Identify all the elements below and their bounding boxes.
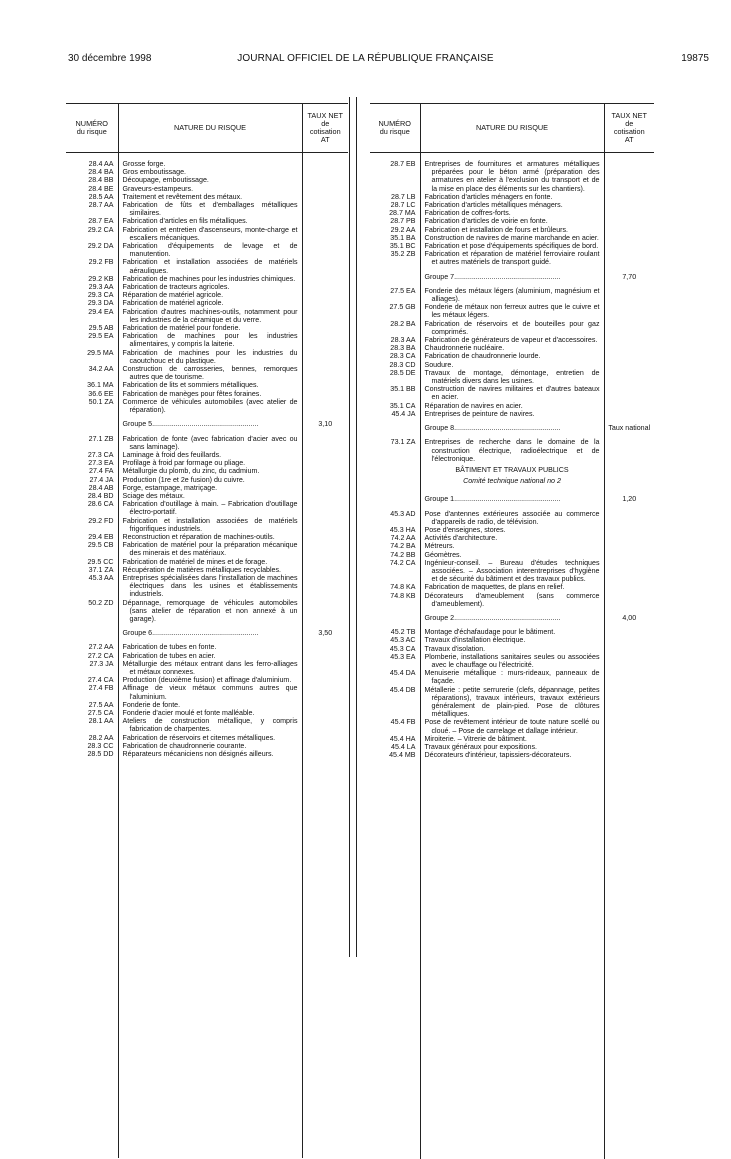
table-row <box>370 559 654 584</box>
risk-description: Réparateurs mécaniciens non désignés ailleurs. <box>122 750 274 759</box>
risk-description: Fabrication de matériel pour la préparation mécanique des minerais et des matériaux. <box>122 541 298 558</box>
risk-code: 29.3 CA <box>87 291 114 300</box>
table-row <box>370 193 654 201</box>
risk-description: Fabrication de fonte (avec fabrication d'acier avec ou sans laminage). <box>122 434 298 451</box>
table-row <box>370 226 654 234</box>
risk-description: Travaux de montage, démontage, entretien de matériels divers dans les usines. <box>424 368 600 386</box>
risk-description: Graveurs-estampeurs. <box>122 184 194 193</box>
risk-code: 28.7 MA <box>389 209 416 218</box>
risk-code: 45.3 HA <box>389 525 416 534</box>
risk-description: Fabrication de matériel de mines et de forage. <box>122 557 268 566</box>
risk-code: 27.4 FB <box>88 684 114 693</box>
table-row <box>66 226 348 242</box>
risk-description: Forge, estampage, matriçage. <box>122 483 218 492</box>
risk-table-left <box>66 103 348 1158</box>
table-row <box>370 510 654 526</box>
risk-code: 50.2 ZD <box>88 598 114 607</box>
risk-code: 29.2 DA <box>87 242 114 251</box>
risk-description: Production (deuxième fusion) et affinage d'aluminium. <box>122 676 292 685</box>
risk-description: Fonderie d'acier moulé et fonte malléable. <box>122 709 255 717</box>
table-row <box>370 320 654 336</box>
risk-description: Fabrication et réparation de matériel ferroviaire roulant et autres matériels de transport guidé. <box>424 250 600 267</box>
col-header-nature: NATURE DU RISQUE <box>420 104 604 153</box>
table-row <box>370 592 654 608</box>
table-row <box>66 717 348 733</box>
group-label: Groupe 5 <box>122 420 153 429</box>
risk-code: 27.2 CA <box>87 651 114 660</box>
table-row <box>66 332 348 348</box>
table-row <box>370 369 654 385</box>
table-row <box>370 542 654 550</box>
table-row <box>66 258 348 274</box>
risk-code: 35.1 BA <box>390 233 416 242</box>
risk-description: Métallurgie du plomb, du zinc, du cadmium. <box>122 467 260 476</box>
risk-description: Fabrication de tubes en acier. <box>122 651 216 660</box>
table-row <box>66 533 348 541</box>
risk-description: Fabrication d'articles métalliques ménagers. <box>424 201 563 210</box>
risk-description: Fabrication et pose d'équipements spécifiques de bord. <box>424 242 599 251</box>
risk-code: 27.4 FA <box>89 467 114 476</box>
risk-description: Travaux d'installation électrique. <box>424 636 526 645</box>
risk-description: Fabrication de machines pour les industries alimentaires, y compris la laiterie. <box>122 332 298 349</box>
table-row <box>370 201 654 209</box>
table-row <box>66 750 348 758</box>
risk-code: 28.3 AA <box>390 336 416 345</box>
table-row <box>370 217 654 225</box>
table-row <box>370 410 654 418</box>
group-label: Groupe 1 <box>424 495 455 504</box>
risk-code: 28.5 AA <box>88 192 114 201</box>
group-row: Groupe 1...................................................... 1,20 <box>370 489 654 509</box>
risk-description: Sciage des métaux. <box>122 491 185 500</box>
table-row <box>66 517 348 533</box>
page-number: 19875 <box>681 53 709 64</box>
table-row <box>370 385 654 401</box>
risk-code: 45.4 DA <box>389 669 416 678</box>
risk-code: 28.4 AA <box>88 160 114 168</box>
risk-code: 29.5 CC <box>87 557 114 566</box>
col-header-code: NUMÉRO du risque <box>370 104 420 153</box>
risk-code: 45.3 AD <box>390 509 416 518</box>
risk-description: Fabrication de machines pour les industries du caoutchouc et du plastique. <box>122 348 298 365</box>
risk-description: Fabrication de chaudronnerie courante. <box>122 741 247 750</box>
risk-code: 28.7 PB <box>390 217 416 226</box>
risk-code: 50.1 ZA <box>88 397 114 406</box>
risk-code: 45.3 EA <box>390 652 416 661</box>
table-row <box>370 583 654 591</box>
risk-description: Fabrication de tracteurs agricoles. <box>122 283 230 292</box>
group-label: Groupe 7 <box>424 272 455 281</box>
col-header-nature: NATURE DU RISQUE <box>118 104 302 153</box>
table-row <box>370 250 654 266</box>
group-label: Groupe 2 <box>424 613 455 622</box>
risk-description: Entreprises de peinture de navires. <box>424 409 535 418</box>
table-row <box>370 242 654 250</box>
risk-code: 28.7 LC <box>390 201 416 210</box>
table-row <box>370 402 654 410</box>
risk-description: Fabrication de coffres-forts. <box>424 209 511 218</box>
risk-code: 27.3 JA <box>89 659 114 668</box>
risk-code: 29.5 EA <box>88 332 114 341</box>
risk-code: 29.3 DA <box>87 299 114 308</box>
risk-code: 35.1 BB <box>390 385 416 394</box>
risk-code: 29.5 MA <box>87 348 114 357</box>
risk-code: 28.7 AA <box>88 201 114 210</box>
risk-code: 28.4 BA <box>88 168 114 177</box>
risk-code: 27.4 JA <box>89 475 114 484</box>
risk-description: Fabrication et entretien d'ascenseurs, monte-charge et escaliers mécaniques. <box>122 225 298 242</box>
table-row <box>66 176 348 184</box>
table-row <box>66 701 348 709</box>
table-row <box>370 361 654 369</box>
table-row <box>66 390 348 398</box>
table-row <box>66 365 348 381</box>
risk-description: Menuiserie métallique : murs-rideaux, panneaux de façade. <box>424 669 600 686</box>
risk-description: Soudure. <box>424 360 454 369</box>
table-row <box>66 566 348 574</box>
risk-description: Découpage, emboutissage. <box>122 176 209 185</box>
risk-description: Fabrication et installation de fours et brûleurs. <box>424 225 569 234</box>
risk-description: Plomberie, installations sanitaires seules ou associées avec le chauffage ou l'électricité. <box>424 652 600 669</box>
risk-code: 45.3 CA <box>389 644 416 653</box>
col-header-rate: TAUX NET de cotisation AT <box>604 104 654 153</box>
risk-code: 28.3 CA <box>389 352 416 361</box>
group-row: Groupe 7...................................................... 7,70 <box>370 267 654 287</box>
risk-code: 74.2 BA <box>390 542 416 551</box>
table-row <box>66 484 348 492</box>
table-row <box>66 676 348 684</box>
table-row <box>66 185 348 193</box>
table-row <box>370 669 654 685</box>
risk-description: Métallerie : petite serrurerie (clefs, dépannage, petites réparations), travaux intérieurs, travaux extérieurs généralement de plain-pied. Pose de clôtures métalliques. <box>424 685 600 719</box>
table-row <box>370 303 654 319</box>
table-row <box>66 558 348 566</box>
table-row <box>66 599 348 624</box>
table-row <box>66 660 348 676</box>
risk-description: Chaudronnerie nucléaire. <box>424 344 505 353</box>
risk-description: Ingénieur-conseil. – Bureau d'études techniques associées. – Association interentreprises d'hygiène et de sécurité du bâtiment et des travaux publics. <box>424 558 600 584</box>
risk-code: 35.2 ZB <box>390 250 416 259</box>
risk-code: 29.3 AA <box>88 283 114 292</box>
risk-description: Pose d'antennes extérieures associée au commerce d'appareils de radio, de télévision. <box>424 509 600 526</box>
table-row <box>66 709 348 717</box>
risk-description: Production (1re et 2e fusion) du cuivre. <box>122 475 245 484</box>
table-row <box>370 718 654 734</box>
risk-description: Ateliers de construction métallique, y compris fabrication de charpentes. <box>122 717 298 734</box>
group-rate: 3,10 <box>318 420 333 429</box>
table-row <box>66 283 348 291</box>
risk-description: Fabrication de générateurs de vapeur et d'accessoires. <box>424 336 598 345</box>
risk-description: Commerce de véhicules automobiles (avec atelier de réparation). <box>122 397 298 415</box>
table-row <box>66 201 348 217</box>
risk-description: Montage d'échafaudage pour le bâtiment. <box>424 628 556 637</box>
risk-description: Fabrication et installation associées de matériels aérauliques. <box>122 258 298 275</box>
risk-description: Entreprises spécialisées dans l'installation de machines électriques dans les usines et établissements industriels. <box>122 573 298 599</box>
group-rate: 7,70 <box>622 272 637 281</box>
group-rate: 1,20 <box>622 495 637 504</box>
table-row <box>370 645 654 653</box>
table-row <box>66 451 348 459</box>
risk-code: 28.7 EA <box>88 217 114 226</box>
risk-description: Pose d'enseignes, stores. <box>424 525 506 534</box>
table-row <box>66 217 348 225</box>
risk-description: Fonderie des métaux légers (aluminium, magnésium et alliages). <box>424 286 600 304</box>
risk-code: 29.4 EA <box>88 307 114 316</box>
risk-code: 29.2 CA <box>87 225 114 234</box>
risk-code: 29.2 AA <box>390 225 416 234</box>
risk-code: 28.5 DD <box>87 750 114 759</box>
table-row <box>66 275 348 283</box>
risk-description: Fabrication de matériel pour fonderie. <box>122 324 241 333</box>
risk-description: Fabrication d'articles de voirie en fonte. <box>424 217 548 226</box>
table-row <box>370 287 654 303</box>
header-date: 30 décembre 1998 <box>68 53 152 64</box>
risk-description: Pose de revêtement intérieur de toute nature scellé ou cloué. – Pose de carrelage et dallage intérieur. <box>424 718 600 735</box>
group-label: Groupe 8 <box>424 424 455 433</box>
risk-code: 28.3 CD <box>389 360 416 369</box>
risk-description: Fabrication et installation associées de matériels frigorifiques industriels. <box>122 516 298 533</box>
table-row <box>66 500 348 516</box>
group-label: Groupe 6 <box>122 629 153 638</box>
table-row <box>66 742 348 750</box>
risk-code: 45.4 LA <box>391 743 416 751</box>
table-row <box>370 735 654 743</box>
risk-code: 27.2 AA <box>88 643 114 652</box>
table-row <box>370 686 654 719</box>
col-header-rate: TAUX NET de cotisation AT <box>302 104 348 153</box>
risk-code: 45.4 FB <box>390 718 416 727</box>
table-row <box>66 242 348 258</box>
table-row <box>66 381 348 389</box>
table-row <box>370 526 654 534</box>
risk-code: 45.4 HA <box>389 734 416 743</box>
risk-code: 28.2 BA <box>390 319 416 328</box>
risk-description: Fonderie de métaux non ferreux autres que le cuivre et les métaux légers. <box>424 303 600 320</box>
table-row <box>66 398 348 414</box>
risk-code: 29.4 EB <box>88 532 114 541</box>
risk-description: Construction de navires de marine marchande en acier. <box>424 233 599 242</box>
risk-code: 27.1 ZB <box>88 434 114 443</box>
risk-description: Grosse forge. <box>122 160 166 168</box>
risk-code: 45.3 AA <box>88 573 114 582</box>
risk-code: 36.1 MA <box>87 381 114 390</box>
table-row <box>370 534 654 542</box>
table-row <box>66 574 348 599</box>
risk-code: 28.2 AA <box>88 733 114 742</box>
table-row <box>370 628 654 636</box>
group-rate: Taux national <box>608 424 651 433</box>
risk-description: Fabrication de maquettes, de plans en relief. <box>424 583 565 592</box>
risk-code: 28.3 BA <box>390 344 416 353</box>
risk-code: 45.4 MB <box>389 751 416 760</box>
risk-code: 27.5 GB <box>389 303 416 312</box>
table-row <box>66 349 348 365</box>
risk-code: 74.2 AA <box>390 534 416 543</box>
section-subheading: Comité technique national no 2 <box>463 477 561 486</box>
table-row <box>66 291 348 299</box>
risk-code: 74.8 KB <box>390 591 416 600</box>
risk-code: 37.1 ZA <box>88 565 114 574</box>
risk-code: 29.2 KB <box>88 274 114 283</box>
risk-code: 45.4 DB <box>389 685 416 694</box>
risk-description: Fabrication de tubes en fonte. <box>122 643 217 652</box>
risk-code: 45.2 TB <box>390 628 416 637</box>
risk-description: Fabrication de réservoirs et de bouteilles pour gaz comprimés. <box>424 319 600 336</box>
table-row <box>66 643 348 651</box>
risk-code: 74.8 KA <box>390 583 416 592</box>
risk-code: 73.1 ZA <box>390 438 416 447</box>
risk-code: 28.4 AB <box>88 483 114 492</box>
risk-code: 34.2 AA <box>88 365 114 374</box>
table-row <box>66 324 348 332</box>
risk-description: Métreurs. <box>424 542 455 551</box>
risk-description: Activités d'architecture. <box>424 534 498 543</box>
page-header <box>0 53 731 67</box>
risk-description: Réparation de navires en acier. <box>424 401 523 410</box>
risk-code: 35.1 BC <box>389 242 416 251</box>
table-row <box>370 234 654 242</box>
risk-description: Fabrication d'articles en fils métalliques. <box>122 217 248 226</box>
risk-description: Traitement et revêtement des métaux. <box>122 192 243 201</box>
risk-description: Récupération de matières métalliques recyclables. <box>122 565 282 574</box>
table-row <box>370 336 654 344</box>
table-row <box>370 344 654 352</box>
risk-description: Affinage de vieux métaux communs autres que l'aluminium. <box>122 684 298 701</box>
table-row <box>66 193 348 201</box>
table-row <box>66 459 348 467</box>
risk-description: Construction de carrosseries, bennes, remorques autres que de tourisme. <box>122 365 298 382</box>
risk-description: Fabrication d'équipements de levage et de manutention. <box>122 242 298 259</box>
section-heading-row <box>370 463 654 477</box>
group-row: Groupe 8...................................................... Taux national <box>370 418 654 438</box>
risk-description: Décorateurs d'ameublement (sans commerce d'ameublement). <box>424 591 600 608</box>
table-row <box>66 299 348 307</box>
risk-description: Métallurgie des métaux entrant dans les ferro-alliages et métaux connexes. <box>122 659 298 676</box>
risk-code: 35.1 CA <box>389 401 416 410</box>
risk-code: 27.5 CA <box>87 709 114 717</box>
table-row <box>66 541 348 557</box>
risk-code: 28.7 EB <box>390 160 416 168</box>
risk-code: 27.3 CA <box>87 450 114 459</box>
risk-description: Dépannage, remorquage de véhicules automobiles (sans atelier de réparation et non annexé à un garage). <box>122 598 298 623</box>
table-row <box>66 308 348 324</box>
risk-code: 27.5 EA <box>390 286 416 295</box>
risk-description: Laminage à froid des feuillards. <box>122 450 222 459</box>
risk-description: Entreprises de recherche dans le domaine de la construction électrique, radioélectrique et de l'électronique. <box>424 438 600 463</box>
risk-description: Fabrication de lits et sommiers métalliques. <box>122 381 259 390</box>
risk-description: Fabrication d'autres machines-outils, notamment pour les industries de la céramique et du verre. <box>122 307 298 324</box>
risk-description: Fabrication de réservoirs et citernes métalliques. <box>122 733 276 742</box>
risk-code: 28.3 CC <box>87 741 114 750</box>
risk-code: 27.5 AA <box>88 700 114 709</box>
risk-description: Construction de navires militaires et d'autres bateaux en acier. <box>424 385 600 402</box>
risk-code: 74.2 BB <box>390 550 416 559</box>
risk-code: 45.3 AC <box>390 636 416 645</box>
risk-description: Décorateurs d'intérieur, tapissiers-décorateurs. <box>424 751 572 760</box>
group-rate: 4,00 <box>622 613 637 622</box>
risk-description: Fabrication de manèges pour fêtes foraines. <box>122 389 262 398</box>
table-row <box>370 209 654 217</box>
risk-code: 28.4 BB <box>88 176 114 185</box>
table-row <box>370 751 654 759</box>
risk-description: Reconstruction et réparation de machines-outils. <box>122 532 275 541</box>
risk-description: Fabrication d'articles ménagers en fonte. <box>424 192 553 201</box>
risk-description: Fabrication de matériel agricole. <box>122 299 224 308</box>
group-row: Groupe 2...................................................... 4,00 <box>370 608 654 628</box>
col-header-code: NUMÉRO du risque <box>66 104 118 153</box>
group-rate: 3,50 <box>318 629 333 638</box>
risk-description: Fabrication de machines pour les industries chimiques. <box>122 274 296 283</box>
column-divider <box>349 97 350 957</box>
risk-description: Gros emboutissage. <box>122 168 186 177</box>
risk-code: 28.4 BD <box>87 491 114 500</box>
risk-description: Fabrication d'outillage à main. – Fabrication d'outillage électro-portatif. <box>122 500 298 517</box>
risk-code: 29.5 CB <box>87 541 114 550</box>
table-row <box>370 743 654 751</box>
column-divider <box>356 97 357 957</box>
section-subheading-row <box>370 477 654 489</box>
risk-code: 29.2 FD <box>88 516 114 525</box>
group-row: Groupe 5...................................................... 3,10 <box>66 414 348 434</box>
table-row <box>66 467 348 475</box>
table-row <box>66 160 348 168</box>
table-row <box>66 168 348 176</box>
risk-description: Réparation de matériel agricole. <box>122 291 224 300</box>
risk-description: Profilage à froid par formage ou pliage. <box>122 459 246 468</box>
table-row <box>66 476 348 484</box>
risk-code: 29.5 AB <box>88 324 114 333</box>
risk-description: Miroiterie. – Vitrerie de bâtiment. <box>424 734 527 743</box>
table-row <box>370 551 654 559</box>
table-row <box>370 438 654 463</box>
risk-description: Fonderie de fonte. <box>122 700 181 709</box>
table-row <box>66 492 348 500</box>
risk-description: Travaux d'isolation. <box>424 644 486 653</box>
table-row <box>370 352 654 360</box>
table-row <box>370 160 654 193</box>
risk-code: 27.3 EA <box>88 459 114 468</box>
risk-description: Entreprises de fournitures et armatures métalliques préparées pour le béton armé (préparation des armatures en atelier à l'exclusion du transport et de la mise en place des éléments sur les chantiers). <box>424 160 600 193</box>
header-title: JOURNAL OFFICIEL DE LA RÉPUBLIQUE FRANÇAISE <box>237 53 494 64</box>
table-row <box>66 734 348 742</box>
risk-code: 28.4 BE <box>88 184 114 193</box>
risk-code: 45.4 JA <box>391 409 416 418</box>
risk-code: 74.2 CA <box>389 558 416 567</box>
risk-description: Géomètres. <box>424 550 462 559</box>
risk-code: 29.2 FB <box>88 258 114 267</box>
section-heading: BÂTIMENT ET TRAVAUX PUBLICS <box>455 465 569 474</box>
table-row <box>66 684 348 700</box>
risk-code: 36.6 EE <box>88 389 114 398</box>
risk-table-right <box>370 103 654 1159</box>
table-row <box>370 653 654 669</box>
group-row: Groupe 6...................................................... 3,50 <box>66 623 348 643</box>
risk-code: 28.1 AA <box>88 717 114 726</box>
risk-description: Fabrication de fûts et d'emballages métalliques similaires. <box>122 201 298 218</box>
table-row <box>66 435 348 451</box>
table-row <box>66 652 348 660</box>
risk-description: Fabrication de chaudronnerie lourde. <box>424 352 541 361</box>
risk-code: 28.6 CA <box>87 500 114 509</box>
risk-code: 28.7 LB <box>391 192 416 201</box>
risk-description: Travaux généraux pour expositions. <box>424 743 538 751</box>
risk-code: 28.5 DE <box>389 368 416 377</box>
risk-code: 27.4 CA <box>87 676 114 685</box>
table-row <box>370 636 654 644</box>
